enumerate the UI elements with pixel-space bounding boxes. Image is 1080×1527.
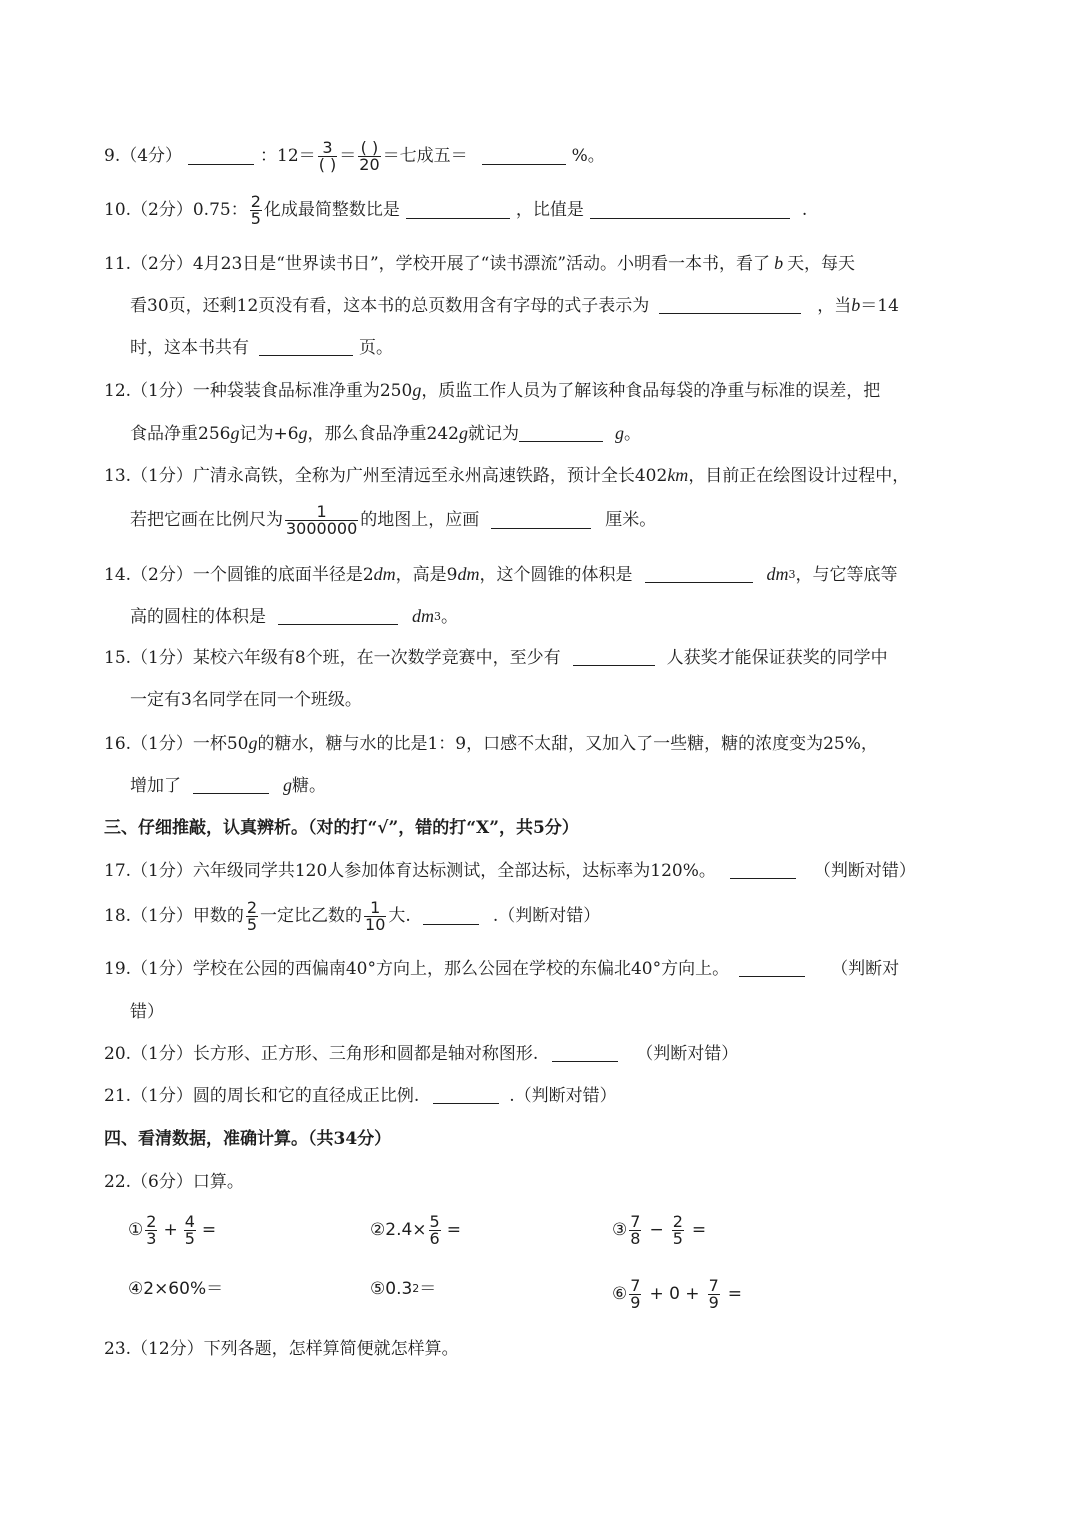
question-15-line2: 一定有3名同学在同一个班级。 (130, 690, 362, 710)
answer-blank[interactable] (739, 961, 805, 977)
calc-item-6: ⑥ $\frac{7}{9}$ + 0 + $\frac{7}{9}$ = (612, 1276, 742, 1313)
question-11-line1: 11.（2分）4月23日是“世界读书日”，学校开展了“读书漂流”活动。小明看一本书，看了 b 天，每天 (104, 253, 856, 274)
answer-blank[interactable] (645, 567, 753, 583)
question-19-line1: 19.（1分）学校在公园的西偏南40°方向上，那么公园在学校的东偏北40°方向上。 （判断对 (104, 959, 900, 979)
answer-blank[interactable] (423, 909, 479, 925)
calc-item-1: ① $\frac{2}{3}$ + $\frac{4}{5}$ = (128, 1212, 217, 1249)
fraction: $\frac{1}{10}$ (365, 898, 386, 935)
question-15-line1: 15.（1分）某校六年级有8个班，在一次数学竞赛中，至少有 人获奖才能保证获奖的同学中 (104, 648, 888, 668)
question-10: 10.（2分）0.75： $\frac{2}{5}$ 化成最简整数比是 ，比值是 . (104, 192, 808, 229)
fraction: $\frac{2}{5}$ (250, 192, 261, 229)
answer-blank[interactable] (573, 650, 655, 666)
question-19-line2: 错） (130, 1002, 164, 1022)
fraction: $\frac{( )}{20}$ (359, 138, 380, 175)
calc-item-5: ⑤ 0.3 2 ＝ (370, 1279, 437, 1299)
answer-blank[interactable] (491, 513, 591, 529)
answer-blank[interactable] (519, 426, 603, 442)
answer-blank[interactable] (659, 298, 801, 314)
answer-blank[interactable] (730, 863, 796, 879)
fraction: $\frac{1}{3000000}$ (286, 502, 358, 539)
question-9: 9.（4分） ：12＝ $\frac{3}{( )}$ ＝ $\frac{( )}{20}$ ＝七成五＝ %。 (104, 138, 605, 175)
section-4-heading: 四、看清数据，准确计算。（共34分） (104, 1129, 392, 1149)
question-18: 18.（1分）甲数的 $\frac{2}{5}$ 一定比乙数的 $\frac{1}{10}$ 大. .（判断对错） (104, 898, 601, 935)
question-23: 23.（12分）下列各题，怎样算简便就怎样算。 (104, 1339, 459, 1359)
answer-blank[interactable] (433, 1088, 499, 1104)
calc-item-3: ③ $\frac{7}{8}$ − $\frac{2}{5}$ = (612, 1212, 707, 1249)
question-21: 21.（1分）圆的周长和它的直径成正比例. .（判断对错） (104, 1086, 617, 1106)
question-17: 17.（1分）六年级同学共120人参加体育达标测试，全部达标，达标率为120%。 （判断对错） (104, 861, 916, 881)
fraction: $\frac{2}{5}$ (246, 898, 258, 935)
answer-blank[interactable] (552, 1046, 618, 1062)
question-22-title: 22.（6分）口算。 (104, 1172, 244, 1192)
question-16-line2: 增加了 g 糖。 (130, 775, 326, 796)
section-3-heading: 三、仔细推敲，认真辨析。（对的打“√”，错的打“X”，共5分） (104, 818, 579, 838)
question-14-line1: 14.（2分）一个圆锥的底面半径是2 dm ，高是9 dm ，这个圆锥的体积是 dm 3 ，与它等底等 (104, 564, 898, 585)
answer-blank[interactable] (482, 149, 566, 165)
question-13-line2: 若把它画在比例尺为 $\frac{1}{3000000}$ 的地图上，应画 厘米。 (130, 502, 657, 539)
calc-item-4: ④ 2×60%＝ (128, 1279, 224, 1299)
question-14-line2: 高的圆柱的体积是 dm 3 。 (130, 606, 458, 627)
question-11-line3: 时，这本书共有 页。 (130, 338, 393, 358)
answer-blank[interactable] (406, 203, 510, 219)
question-16-line1: 16.（1分）一杯50 g 的糖水，糖与水的比是1：9，口感不太甜，又加入了一些糖，糖的浓度变为25%， (104, 733, 878, 754)
answer-blank[interactable] (193, 778, 269, 794)
question-11-line2: 看30页，还剩12页没有看，这本书的总页数用含有字母的式子表示为 ，当 b ＝14 (130, 295, 899, 316)
question-12-line2: 食品净重256 g 记为+6 g ，那么食品净重242 g 就记为 g 。 (130, 423, 641, 444)
answer-blank[interactable] (188, 149, 254, 165)
question-20: 20.（1分）长方形、正方形、三角形和圆都是轴对称图形. （判断对错） (104, 1044, 739, 1064)
question-12-line1: 12.（1分）一种袋装食品标准净重为250 g ，质监工作人员为了解该种食品每袋的净重与标准的误差，把 (104, 380, 881, 401)
answer-blank[interactable] (278, 609, 398, 625)
fraction: $\frac{3}{( )}$ (318, 138, 337, 175)
answer-blank[interactable] (590, 203, 790, 219)
question-13-line1: 13.（1分）广清永高铁，全称为广州至清远至永州高速铁路，预计全长402 km ，目前正在绘图设计过程中， (104, 465, 910, 486)
calc-item-2: ② 2.4× $\frac{5}{6}$ = (370, 1212, 461, 1249)
answer-blank[interactable] (259, 340, 353, 356)
